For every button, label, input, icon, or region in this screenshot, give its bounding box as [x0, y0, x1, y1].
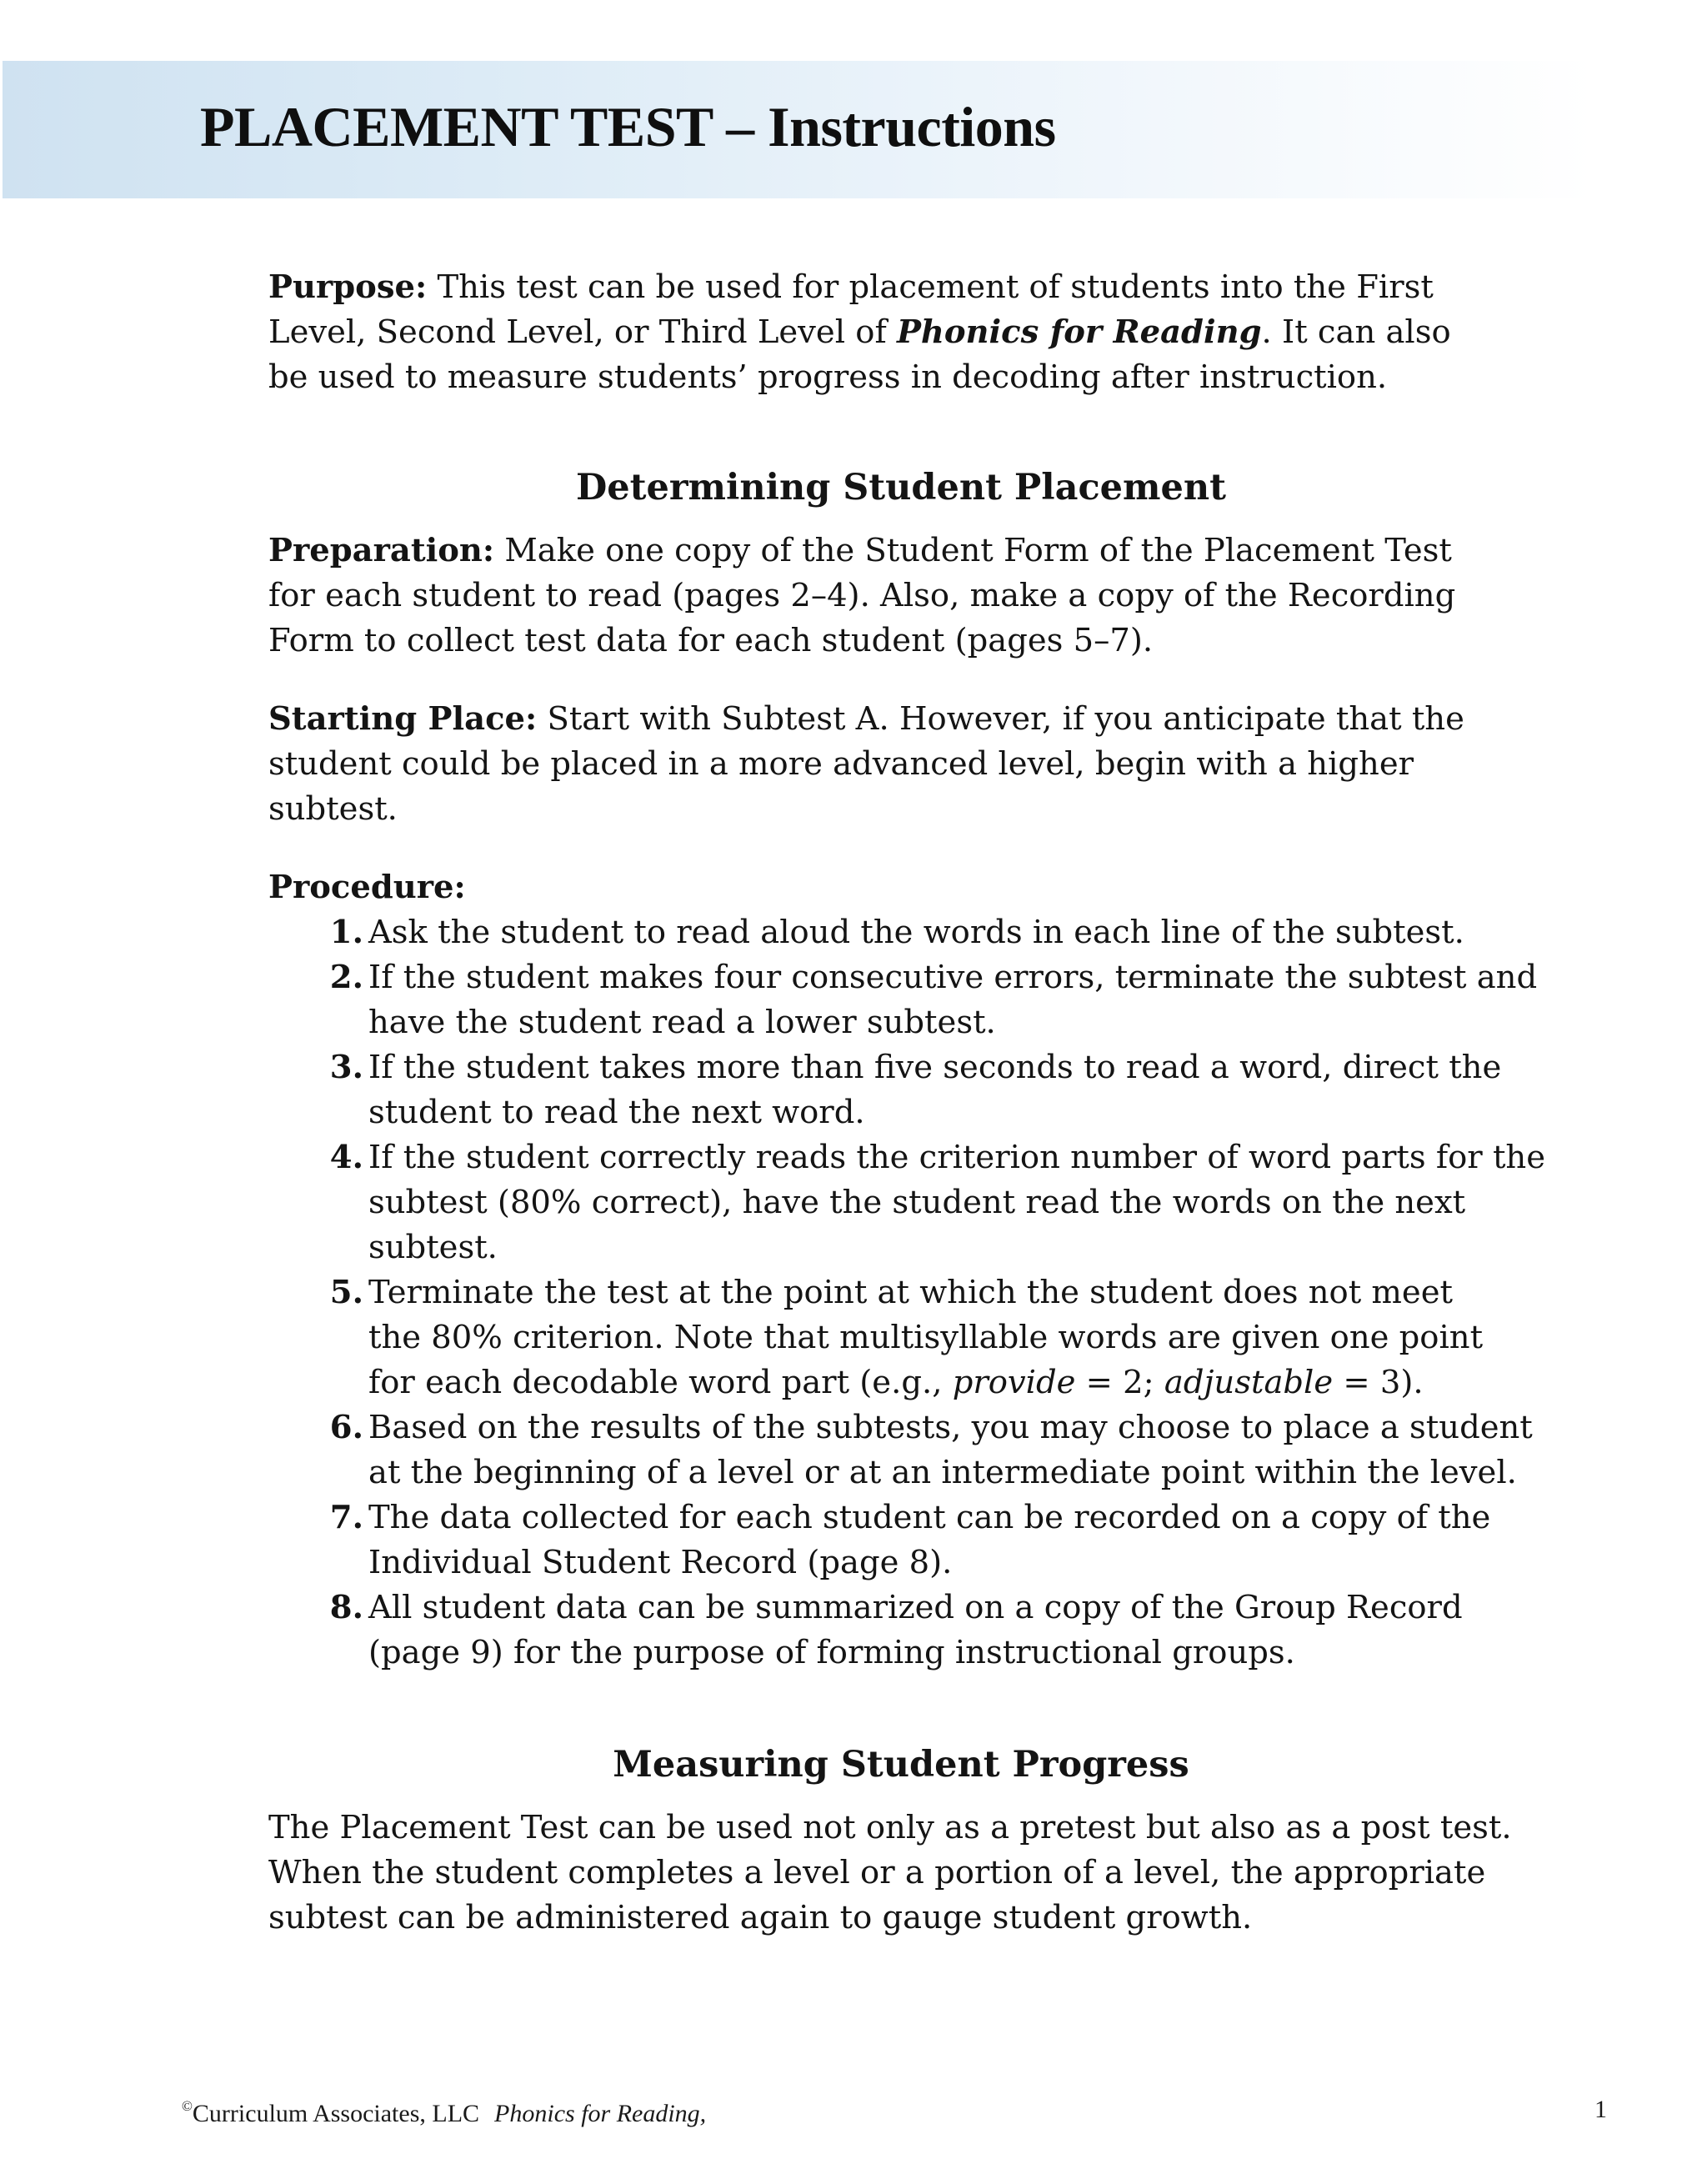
starting-place-paragraph — [268, 697, 1502, 832]
starting-place-label: Starting Place: — [268, 700, 538, 738]
book-title: Phonics for Reading — [896, 313, 1262, 351]
step-number: 1. — [329, 914, 363, 951]
starting-place-text: Start with Subtest A. However, if you anticipate that the student could be placed in a more advanced level, begin with a higher subtest. — [268, 700, 1464, 828]
purpose-label: Purpose: — [268, 268, 428, 306]
page-title: PLACEMENT TEST – Instructions — [200, 95, 1056, 158]
preparation-text: Make one copy of the Student Form of the Placement Test for each student to read (pages 2–4). Also, make a copy of the Recording Form to collect test data for each student (pages 5–7). — [268, 532, 1456, 659]
list-item — [268, 910, 1535, 955]
preparation-label: Preparation: — [268, 532, 495, 569]
step-number: 7. — [329, 1499, 363, 1536]
list-item — [268, 955, 1552, 1045]
footer-book-title: Phonics for Reading, — [494, 2100, 707, 2127]
purpose-paragraph — [268, 265, 1469, 400]
example-adjustable: adjustable — [1164, 1364, 1334, 1401]
step-text: If the student takes more than five seconds to read a word, direct the student to read the next word. — [368, 1049, 1502, 1131]
preparation-paragraph — [268, 528, 1469, 664]
list-item — [268, 1270, 1514, 1405]
progress-heading: Measuring Student Progress — [613, 1744, 1189, 1786]
step-text: All student data can be summarized on a copy of the Group Record (page 9) for the purpose of forming instructional groups. — [368, 1589, 1463, 1671]
placement-heading: Determining Student Placement — [575, 467, 1226, 508]
step-text: If the student makes four consecutive errors, terminate the subtest and have the student read a lower subtest. — [368, 959, 1538, 1041]
procedure-list — [268, 910, 1545, 1676]
list-item — [268, 1045, 1519, 1135]
list-item — [268, 1405, 1552, 1495]
footer-credit — [182, 2099, 706, 2129]
step-number: 2. — [329, 959, 363, 996]
step-text: If the student correctly reads the criterion number of word parts for the subtest (80% correct), have the student read the words on the next subtest. — [368, 1139, 1545, 1266]
procedure-label: Procedure: — [268, 869, 466, 906]
purpose-text-after: . It can also be used to measure students’ progress in decoding after instruction. — [268, 313, 1451, 396]
document-body — [268, 265, 1545, 1941]
list-item — [268, 1495, 1531, 1585]
step-number: 8. — [329, 1589, 363, 1626]
progress-paragraph: The Placement Test can be used not only as a pretest but also as a post test. When the student completes a level or a portion of a level, the appropriate subtest can be administered again to gauge student growth. — [268, 1809, 1512, 1936]
step-number: 3. — [329, 1049, 363, 1086]
publisher-name: Curriculum Associates, LLC — [192, 2100, 480, 2127]
copyright-symbol: © — [182, 2098, 193, 2114]
step-text: The data collected for each student can be recorded on a copy of the Individual Student Record (page 8). — [368, 1499, 1491, 1581]
list-item — [268, 1135, 1602, 1270]
list-item — [268, 1585, 1523, 1676]
page-number: 1 — [1594, 2096, 1607, 2123]
step-text: Ask the student to read aloud the words in each line of the subtest. — [368, 914, 1464, 951]
step-text: Based on the results of the subtests, you may choose to place a student at the beginning of a level or at an intermediate point within the level. — [368, 1409, 1533, 1491]
step-number: 6. — [329, 1409, 363, 1446]
step-text: Terminate the test at the point at which the student does not meet the 80% criterion. Note that multisyllable words are given one point for each decodable word part (e.g., provide = 2; adjustable = 3). — [368, 1274, 1484, 1401]
purpose-text-before: This test can be used for placement of students into the First Level, Second Level, or Third Level of — [268, 268, 1434, 351]
step-number: 4. — [329, 1139, 363, 1176]
example-provide: provide — [952, 1364, 1076, 1401]
step-number: 5. — [329, 1274, 363, 1311]
